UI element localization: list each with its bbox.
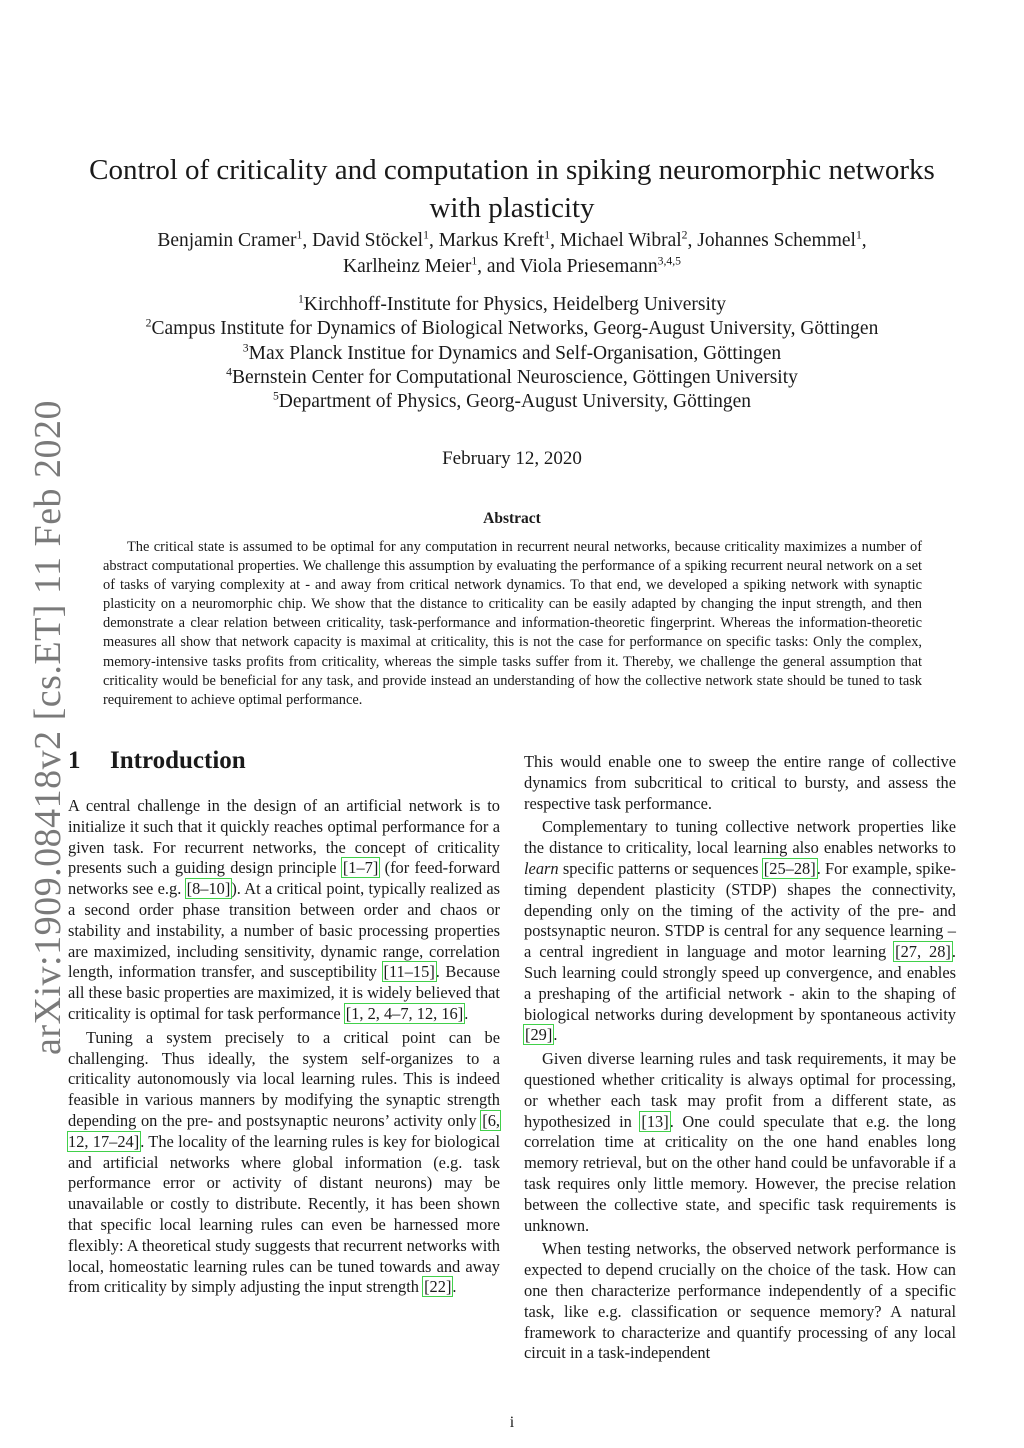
affiliation-text: Bernstein Center for Computational Neuroscience, Göttingen University	[231, 366, 798, 388]
affiliation-number: 4	[226, 365, 232, 379]
publication-date: February 12, 2020	[442, 448, 582, 469]
affiliation	[60, 317, 964, 341]
citation-link[interactable]: [6, 12, 17–24]	[68, 1110, 500, 1151]
author-name: Michael Wibral	[559, 230, 682, 251]
citation-link[interactable]: [22]	[424, 1277, 452, 1297]
author-affiliation-mark: 3,4,5	[657, 254, 681, 268]
section-number: 1	[68, 747, 81, 774]
page-number: i	[509, 1414, 515, 1431]
affiliation-list	[60, 293, 964, 414]
author-name: Karlheinz Meier	[343, 256, 472, 277]
author-affiliation-mark: 2	[681, 228, 688, 242]
right-column	[524, 752, 956, 1367]
author-name: Markus Kreft	[438, 230, 545, 251]
author-affiliation-mark: 1	[544, 228, 551, 242]
author-line-2: Karlheinz Meier$^1$, and Viola Priesemann$^{3,4,5}$	[343, 254, 681, 277]
author-affiliation-mark: 1	[296, 228, 303, 242]
affiliation-text: Max Planck Institue for Dynamics and Self-Organisation, Göttingen	[248, 342, 782, 364]
paragraph: Given diverse learning rules and task requirements, it may be questioned whether criticality is always optimal for processing, or whether each task may profit from a different state, as hypothesized in [13]. One could speculate that e.g. the long correlation time at criticality on the one hand enables long memory retrieval, but on the other hand could be unfavorable if a task requires only little memory. However, the precise relation between the collective state, and specific task requirements is unknown.	[524, 1049, 956, 1235]
author-name: Viola Priesemann	[519, 256, 658, 277]
citation-link[interactable]: [1, 2, 4–7, 12, 16]	[345, 1003, 464, 1023]
affiliation	[60, 293, 964, 317]
paragraph: Complementary to tuning collective network properties like the distance to criticality, local learning also enables networks to learn specific patterns or sequences [25–28]. For example, spike-timing dependent plasticity (STDP) shapes the connectivity, depending only on the timing of the activity of the pre- and postsynaptic neuron. STDP is central for any sequence learning – a central ingredient in language and motor learning [27, 28]. Such learning could strongly speed up convergence, and enables a preshaping of the artificial network - akin to the shaping of biological networks during development by spontaneous activity [29].	[524, 817, 956, 1045]
author-list	[60, 228, 964, 280]
paper-title: Control of criticality and computation in spiking neuromorphic networks with plasticity	[89, 154, 935, 225]
affiliation-number: 3	[242, 341, 249, 355]
citation-link[interactable]: [1–7]	[342, 858, 379, 878]
author-conjunction: and	[486, 256, 516, 277]
affiliation-number: 5	[272, 389, 279, 403]
section-title: Introduction	[110, 747, 246, 774]
author-affiliation-mark: 1	[423, 228, 429, 242]
affiliation	[60, 390, 964, 414]
paragraph: A central challenge in the design of an artificial network is to initialize it such that it quickly reaches optimal performance for a given task. For recurrent networks, the concept of criticality presents such a guiding design principle [1–7] (for feed-forward networks see e.g. [8–10]). At a critical point, typically realized as a second order phase transition between order and chaos or stability and instability, a number of basic processing properties are maximized, including sensitivity, dynamic range, correlation length, information transfer, and susceptibility [11–15]. Because all these basic properties are maximized, it is widely believed that criticality is optimal for task performance [1, 2, 4–7, 12, 16].	[68, 796, 501, 1023]
arxiv-identifier: arXiv:1909.08418v2 [cs.ET] 11 Feb 2020	[27, 399, 69, 1055]
citation-link[interactable]: [13]	[641, 1111, 669, 1131]
affiliation	[60, 342, 964, 366]
citation-link[interactable]: [8–10]	[186, 879, 231, 899]
affiliation-text: Campus Institute for Dynamics of Biological Networks, Georg-August University, Göttingen	[151, 318, 879, 340]
citation-link[interactable]: [27, 28]	[895, 942, 951, 962]
paragraph: This would enable one to sweep the entire range of collective dynamics from subcritical to critical to bursty, and assess the respective task performance.	[524, 752, 956, 813]
author-affiliation-mark: 1	[471, 254, 478, 268]
author-line-1: Benjamin Cramer$^1$, David Stöckel$^1$, Markus Kreft$^1$, Michael Wibral$^2$, Johannes Schemmel$^1$,	[157, 228, 867, 251]
section-heading	[68, 743, 508, 779]
left-column	[68, 796, 500, 1301]
affiliation-text: Department of Physics, Georg-August University, Göttingen	[278, 391, 752, 413]
abstract-heading: Abstract	[483, 510, 541, 527]
affiliation-number: 1	[297, 292, 304, 306]
affiliation-number: 2	[145, 316, 152, 330]
author-name: Johannes Schemmel	[697, 230, 856, 251]
abstract-text: The critical state is assumed to be optimal for any computation in recurrent neural networks, because criticality maximizes a number of abstract computational properties. We challenge this assumption by evaluating the performance of a spiking recurrent neural network on a set of tasks of varying complexity at - and away from critical network dynamics. To that end, we developed a spiking network with synaptic plasticity on a neuromorphic chip. We show that the distance to criticality can be easily adapted by changing the input strength, and then demonstrate a clear relation between criticality, task-performance and information-theoretic fingerprint. Whereas the information-theoretic measures all show that network capacity is maximal at criticality, this is not the case for performance on specific tasks: Only the complex, memory-intensive tasks profits from criticality, whereas the simple tasks suffer from it. Thereby, we challenge the general assumption that criticality would be beneficial for any task, and provide instead an understanding of how the collective network state should be tuned to task requirement to achieve optimal performance.	[103, 539, 922, 708]
citation-link[interactable]: [11–15]	[383, 962, 435, 982]
affiliation-text: Kirchhoff-Institute for Physics, Heidelberg University	[303, 294, 727, 315]
author-name: Benjamin Cramer	[157, 230, 297, 251]
paragraph: When testing networks, the observed network performance is expected to depend crucially on the choice of the task. How can one then characterize performance independently of a specific task, like e.g. classification or sequence memory? A natural framework to characterize and quantify processing of any local circuit in a task-independent	[524, 1239, 956, 1363]
paragraph: Tuning a system precisely to a critical point can be challenging. Thus ideally, the system self-organizes to a criticality autonomously via local learning rules. This is indeed feasible in various manners by modifying the synaptic strength depending on the pre- and postsynaptic neurons’ activity only [6, 12, 17–24]. The locality of the learning rules is key for biological and artificial networks where global information (e.g. task performance error or activity of distant neurons) may be unavailable or costly to distribute. Recently, it has been shown that specific local learning rules can even be harnessed more flexibly: A theoretical study suggests that recurrent networks with local, homeostatic learning rules can be tuned towards and away from criticality by simply adjusting the input strength [22].	[68, 1027, 500, 1297]
author-affiliation-mark: 1	[855, 228, 862, 242]
author-name: David Stöckel	[312, 230, 424, 251]
citation-link[interactable]: [25–28]	[763, 858, 816, 878]
citation-link[interactable]: [29]	[525, 1025, 553, 1045]
affiliation	[60, 366, 964, 390]
